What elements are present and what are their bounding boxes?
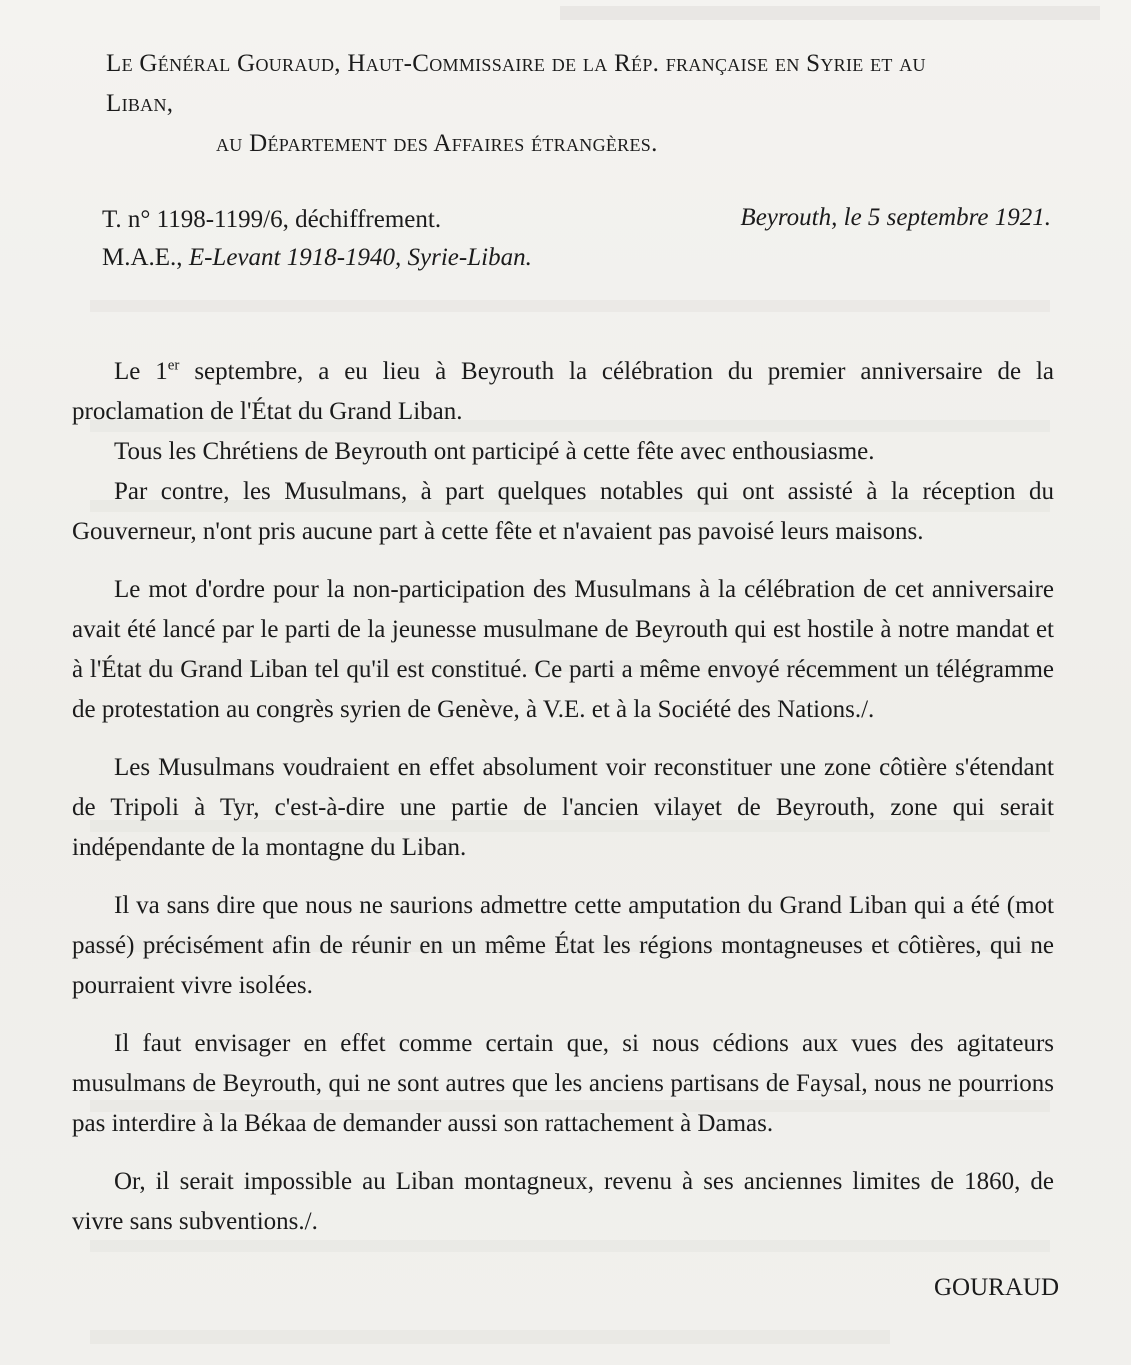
recipient-line	[216, 124, 658, 164]
paragraph-3: Par contre, les Musulmans, à part quelques notables qui ont assisté à la réception du Gouverneur, n'ont pris aucune part à cette fête et n'avaient pas pavoisé leurs maisons.	[72, 478, 1054, 545]
signature: GOURAUD	[934, 1274, 1059, 1301]
paragraph-1-rest: septembre, a eu lieu à Beyrouth la célébration du premier anniversaire de la proclamation de l'État du Grand Liban.	[72, 358, 1054, 425]
archive-source-prefix: M.A.E.,	[102, 244, 189, 271]
paragraph-1-start: Le 1	[114, 358, 168, 385]
recipient-text: au Département des Affaires étrangères.	[216, 130, 658, 157]
paragraph-1	[72, 352, 1054, 432]
sender-text: Le Général Gouraud, Haut-Commissaire de la Rép. française en Syrie et au	[106, 50, 926, 77]
paragraph-2: Tous les Chrétiens de Beyrouth ont participé à cette fête avec enthousiasme.	[114, 438, 875, 465]
paragraph-6: Il va sans dire que nous ne saurions admettre cette amputation du Grand Liban qui a été (mot passé) précisément afin de réunir en un même État les régions montagneuses et côtières, qui ne pourraient vivre isolées.	[72, 892, 1054, 999]
place-date: Beyrouth, le 5 septembre 1921.	[740, 204, 1051, 231]
telegram-body	[72, 352, 1054, 1242]
sender-line	[106, 44, 1056, 84]
paragraph-7: Il faut envisager en effet comme certain que, si nous cédions aux vues des agitateurs musulmans de Beyrouth, qui ne sont autres que les anciens partisans de Faysal, nous ne pourrions pas interdire à la Békaa de demander aussi son rattachement à Damas.	[72, 1030, 1054, 1137]
archive-source	[102, 238, 532, 278]
paragraph-8: Or, il serait impossible au Liban montagneux, revenu à ses anciennes limites de 1860, de vivre sans subventions./.	[72, 1168, 1054, 1235]
sender-text-cont: Liban,	[106, 90, 174, 117]
sender-line-continued	[106, 84, 173, 124]
ordinal-superscript: er	[167, 357, 180, 374]
paragraph-5: Les Musulmans voudraient en effet absolument voir reconstituer une zone côtière s'étendant de Tripoli à Tyr, c'est-à-dire une partie de l'ancien vilayet de Beyrouth, zone qui serait indépendante de la montagne du Liban.	[72, 754, 1054, 861]
telegram-reference: T. n° 1198-1199/6, déchiffrement.	[102, 206, 442, 233]
paragraph-4: Le mot d'ordre pour la non-participation des Musulmans à la célébration de cet anniversaire avait été lancé par le parti de la jeunesse musulmane de Beyrouth qui est hostile à notre mandat et à l'État du Grand Liban tel qu'il est constitué. Ce parti a même envoyé récemment un télégramme de protestation au congrès syrien de Genève, à V.E. et à la Société des Nations./.	[72, 576, 1054, 723]
archive-source-title: E-Levant 1918-1940, Syrie-Liban.	[188, 244, 532, 271]
